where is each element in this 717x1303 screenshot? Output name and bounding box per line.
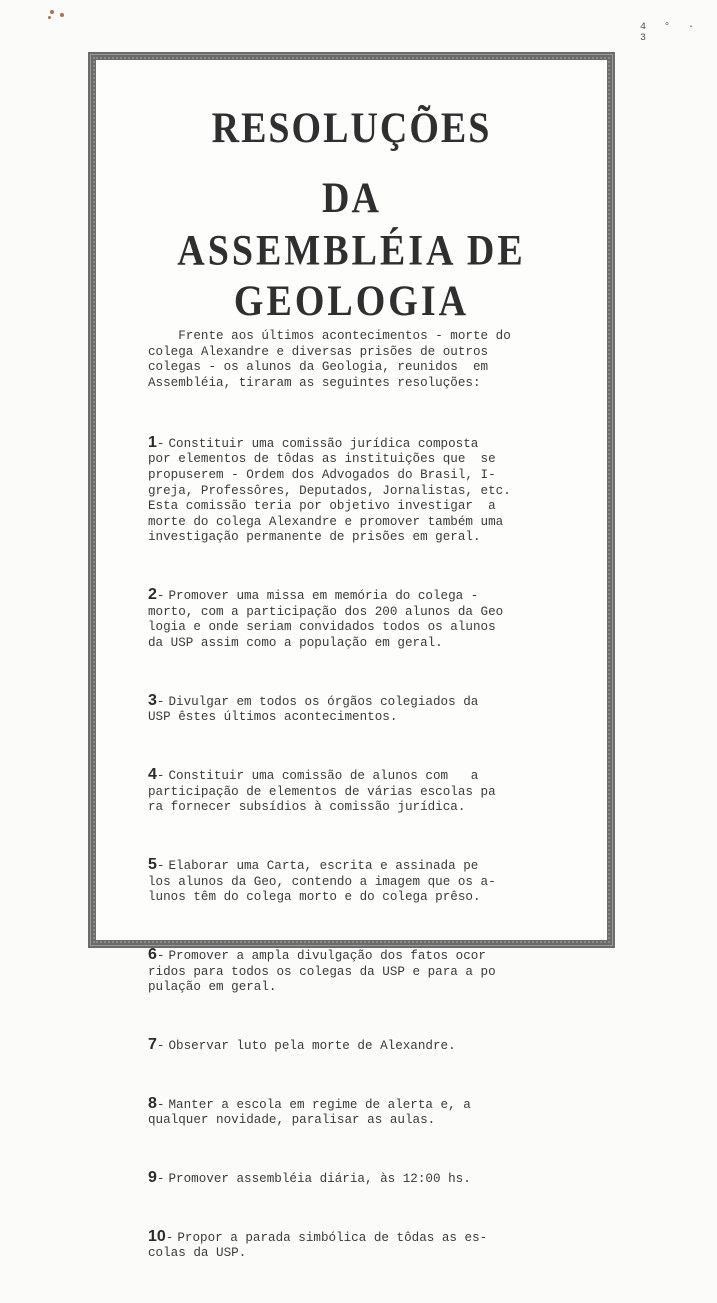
resolution-text: Manter a escola em regime de alerta e, a qualquer novidade, paralisar as aulas.	[148, 1097, 471, 1128]
title-line-2: DA	[322, 173, 381, 223]
resolution-number: 2	[148, 586, 157, 604]
resolution-number: 10	[148, 1227, 166, 1245]
resolution-item: 7- Observar luto pela morte de Alexandre.	[148, 1035, 456, 1053]
resolution-text: Constituir uma comissão jurídica composta por elementos de tôdas as instituições que se propuserem - Ordem dos Advogados do Brasil, I- greja, Professôres, Deputados, Jornalistas, etc. Esta comissão teria por objetivo investigar a morte do colega Alexandre e promover também uma investigação permanente de prisões em geral.	[148, 436, 511, 545]
resolution-item: 5- Elaborar uma Carta, escrita e assinada pe los alunos da Geo, contendo a imagem que os a- lunos têm do colega morto e do colega prêso.	[148, 856, 496, 905]
document-body	[148, 298, 596, 1303]
speck	[50, 10, 54, 14]
speck	[48, 16, 51, 19]
resolution-item: 10- Propor a parada simbólica de tôdas as es- colas da USP.	[148, 1227, 488, 1261]
resolution-item: 8- Manter a escola em regime de alerta e, a qualquer novidade, paralisar as aulas.	[148, 1094, 471, 1128]
resolution-text: Promover assembléia diária, às 12:00 hs.	[168, 1172, 471, 1187]
speck	[60, 13, 64, 17]
resolution-number: 1	[148, 433, 157, 451]
resolution-number: 8	[148, 1094, 157, 1112]
resolution-item: 1- Constituir uma comissão jurídica composta por elementos de tôdas as instituições que se propuserem - Ordem dos Advogados do Brasil, I- greja, Professôres, Deputados, Jornalistas, etc. Esta comissão teria por objetivo investigar a morte do colega Alexandre e promover também uma investigação permanente de prisões em geral.	[148, 433, 511, 545]
title-line-3: ASSEMBLÉIA DE GEOLOGIA	[177, 226, 526, 326]
resolution-text: Propor a parada simbólica de tôdas as es- colas da USP.	[148, 1230, 488, 1261]
resolution-number: 5	[148, 856, 157, 873]
resolution-number: 6	[148, 945, 157, 963]
resolution-text: Promover a ampla divulgação dos fatos ocor ridos para todos os colegas da USP e para a po pulação em geral.	[148, 948, 496, 995]
resolution-text: Constituir uma comissão de alunos com a participação de elementos de várias escolas pa ra fornecer subsídios à comissão jurídica.	[148, 769, 496, 815]
resolution-number: 4	[148, 766, 157, 784]
resolution-item: 6- Promover a ampla divulgação dos fatos ocor ridos para todos os colegas da USP e para a po pulação em geral.	[148, 945, 496, 995]
resolution-number: 9	[148, 1169, 157, 1187]
resolution-number: 7	[148, 1035, 157, 1053]
intro-paragraph: Frente aos últimos acontecimentos - morte do colega Alexandre e diversas prisões de outros colegas - os alunos da Geologia, reunidos em Assembléia, tiraram as seguintes resoluções:	[148, 329, 511, 390]
document-frame	[88, 52, 615, 1261]
resolution-number: 3	[148, 691, 157, 709]
page-number: 4 ° · 3	[640, 22, 701, 44]
resolution-text: Divulgar em todos os órgãos colegiados da USP êstes últimos acontecimentos.	[148, 694, 479, 725]
resolution-item: 9- Promover assembléia diária, às 12:00 hs.	[148, 1169, 471, 1187]
resolution-text: Elaborar uma Carta, escrita e assinada pe los alunos da Geo, contendo a imagem que os a- lunos têm do colega morto e do colega prêso.	[148, 859, 496, 905]
resolution-item: 2- Promover uma missa em memória do colega - morto, com a participação dos 200 alunos da Geo logia e onde seriam convidados todos os alunos da USP assim como a população em geral.	[148, 586, 504, 650]
resolution-item: 4- Constituir uma comissão de alunos com a participação de elementos de várias escolas pa ra fornecer subsídios à comissão jurídica.	[148, 766, 496, 815]
resolution-text: Promover uma missa em memória do colega - morto, com a participação dos 200 alunos da Geo logia e onde seriam convidados todos os alunos da USP assim como a população em geral.	[148, 589, 504, 650]
title-line-1: RESOLUÇÕES	[211, 103, 492, 153]
resolution-text: Observar luto pela morte de Alexandre.	[168, 1038, 456, 1053]
resolution-item: 3- Divulgar em todos os órgãos colegiados da USP êstes últimos acontecimentos.	[148, 691, 479, 725]
